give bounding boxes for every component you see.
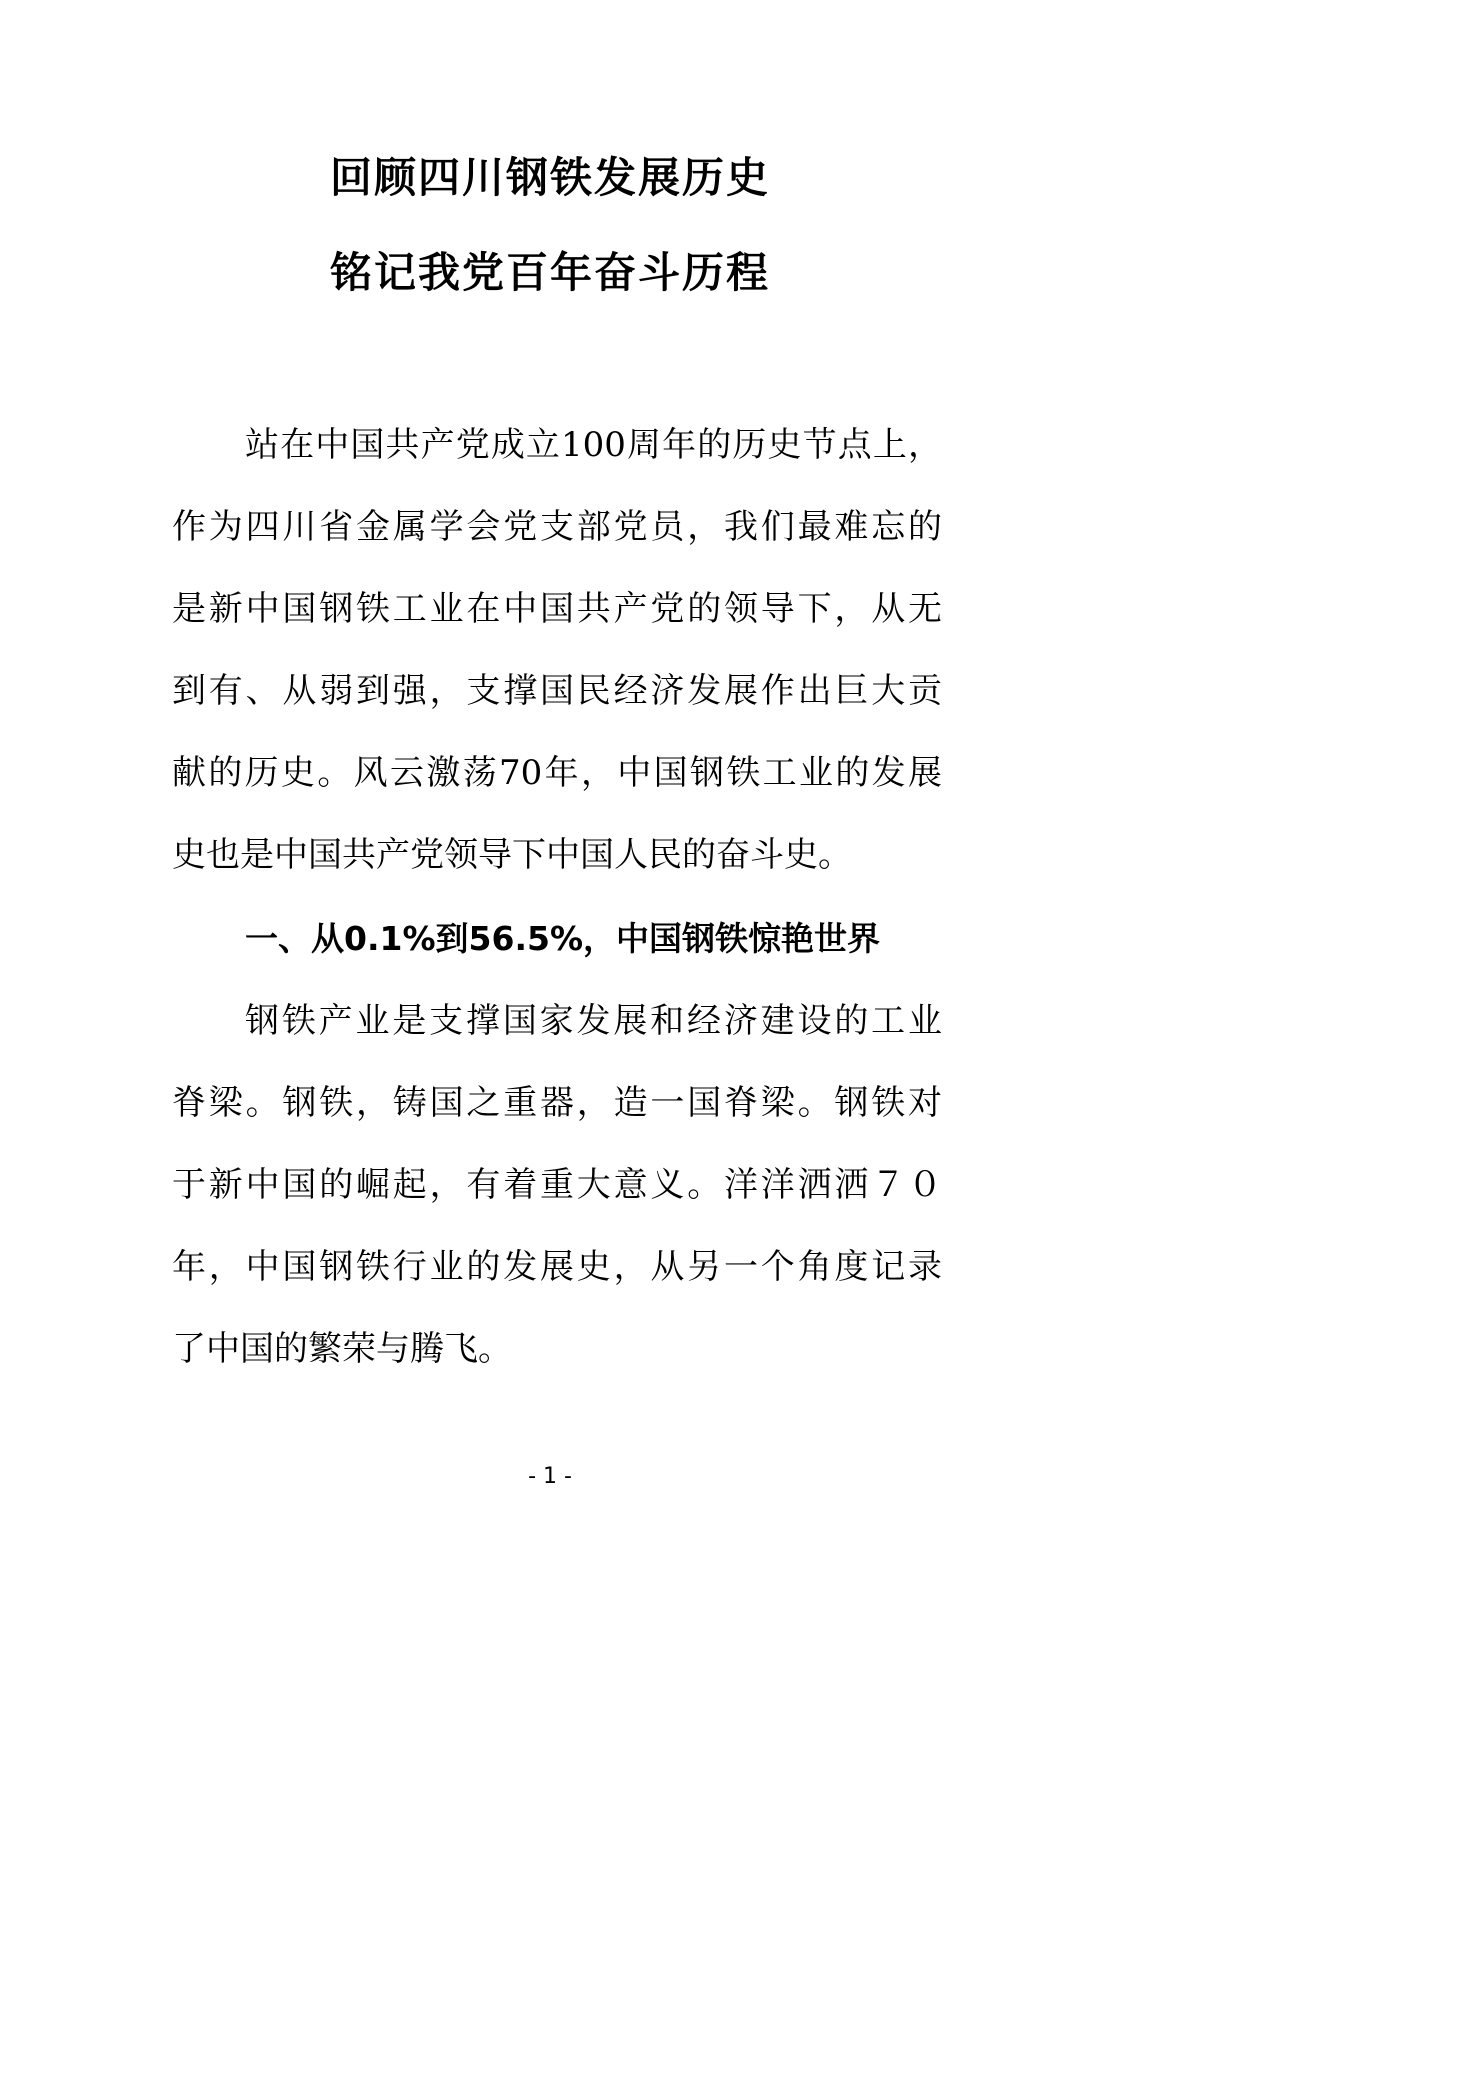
document-title-line-2: 铭记我党百年奋斗历程: [329, 248, 770, 297]
paragraph-line: 到有、从弱到强，支撑国民经济发展作出巨大贡: [172, 671, 942, 711]
paragraph-line: 作为四川省金属学会党支部党员，我们最难忘的: [172, 507, 942, 547]
paragraph-line: 站在中国共产党成立100周年的历史节点上，: [245, 425, 942, 465]
paragraph-line: 献的历史。风云激荡70年，中国钢铁工业的发展: [172, 753, 942, 793]
paragraph-line: 了中国的繁荣与腾飞。: [172, 1329, 512, 1369]
document-title-line-1: 回顾四川钢铁发展历史: [329, 153, 770, 202]
paragraph-line: 史也是中国共产党领导下中国人民的奋斗史。: [172, 835, 852, 875]
paragraph-line: 钢铁产业是支撑国家发展和经济建设的工业: [245, 1001, 942, 1041]
paragraph-line: 年，中国钢铁行业的发展史，从另一个角度记录: [172, 1247, 942, 1287]
page-number: - 1 -: [528, 1464, 572, 1489]
paragraph-line: 脊梁。钢铁，铸国之重器，造一国脊梁。钢铁对: [172, 1083, 942, 1123]
section-heading: 一、从0.1%到56.5%，中国钢铁惊艳世界: [245, 919, 881, 958]
paragraph-line: 是新中国钢铁工业在中国共产党的领导下，从无: [172, 589, 942, 629]
paragraph-line: 于新中国的崛起，有着重大意义。洋洋洒洒７０: [172, 1165, 942, 1205]
